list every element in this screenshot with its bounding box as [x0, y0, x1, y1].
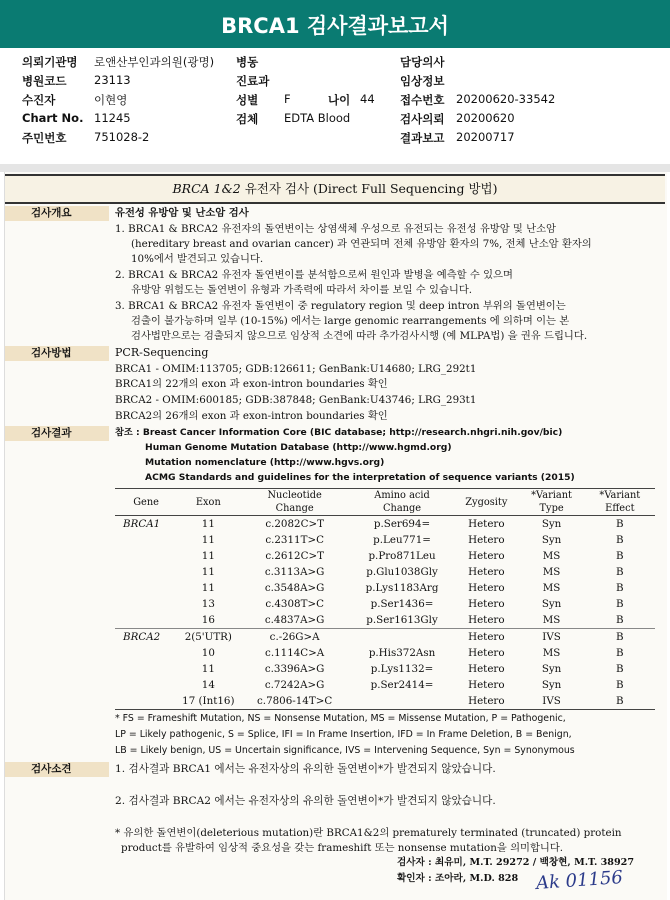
variant-type-cell: MS	[542, 647, 561, 659]
department-label: 진료과	[236, 74, 270, 88]
variant-type-header-line1: *Variant	[531, 490, 572, 501]
exon-cell: 17 (Int16)	[177, 693, 239, 710]
nucleotide-cell: c.3113A>G	[264, 566, 325, 578]
header-row	[22, 111, 662, 129]
report-title-banner: BRCA1 검사결과보고서	[0, 0, 670, 48]
zygosity-cell: Hetero	[468, 598, 505, 610]
gene-cell	[115, 532, 177, 548]
header-row	[22, 92, 662, 110]
amino-acid-cell: p.Pro871Leu	[368, 550, 436, 562]
sex-value: F	[284, 92, 291, 106]
zygosity-cell: Hetero	[454, 629, 518, 646]
table-row	[115, 612, 655, 629]
section-label-opinion: 검사소견	[5, 762, 109, 777]
nucleotide-cell: c.3548A>G	[264, 582, 325, 594]
specimen-label: 검체	[236, 112, 259, 126]
variant-effect-cell: B	[616, 614, 624, 626]
variant-effect-cell: B	[616, 550, 624, 562]
gene-cell	[115, 596, 177, 612]
zygosity-cell: Hetero	[468, 566, 505, 578]
variant-effect-cell: B	[616, 598, 624, 610]
table-row	[115, 548, 655, 564]
amino-acid-cell: p.His372Asn	[368, 647, 436, 659]
reference-line: ACMG Standards and guidelines for the interpretation of sequence variants (2015)	[145, 472, 575, 483]
amino-acid-change-header	[350, 489, 454, 516]
chart-number-label: Chart No.	[22, 111, 84, 125]
overview-line: 10%에서 발견되고 있습니다.	[131, 253, 264, 265]
amino-acid-header-line1: Amino acid	[374, 490, 430, 501]
resident-number-value: 751028-2	[94, 130, 150, 144]
nucleotide-cell: c.4837A>G	[264, 614, 325, 626]
overview-line: 1. BRCA1 & BRCA2 유전자의 돌연변이는 상염색체 우성으로 유전되는 유전성 유방암 및 난소암	[115, 223, 556, 235]
confirmer-line: 확인자 : 조아라, M.D. 828	[397, 873, 519, 884]
exon-cell: 14	[201, 679, 215, 691]
ward-label: 병동	[236, 55, 259, 69]
amino-acid-cell: p.Ser694=	[373, 518, 431, 530]
table-row	[115, 564, 655, 580]
gene-cell	[115, 645, 177, 661]
reference-line: Human Genome Mutation Database (http://www.hgmd.org)	[145, 442, 452, 453]
amino-acid-cell: p.Lys1183Arg	[365, 582, 439, 594]
exon-cell: 16	[201, 614, 215, 626]
chart-number-value: 11245	[94, 111, 131, 125]
variant-type-cell: Syn	[541, 679, 562, 691]
table-row	[115, 693, 655, 710]
reference-line: Mutation nomenclature (http://www.hgvs.org)	[145, 457, 385, 468]
exon-cell: 11	[201, 582, 215, 594]
nucleotide-cell: c.7242A>G	[264, 679, 325, 691]
gene-header: Gene	[115, 489, 177, 516]
handwritten-signature: Ak 01156	[535, 866, 624, 895]
nucleotide-header-line2: Change	[275, 503, 314, 514]
exon-cell: 13	[201, 598, 215, 610]
hospital-code-value: 23113	[94, 73, 131, 87]
exon-cell: 10	[201, 647, 215, 659]
scanned-report	[4, 172, 667, 900]
accession-number-value: 20200620-33542	[456, 92, 556, 106]
zygosity-cell: Hetero	[468, 614, 505, 626]
variant-effect-cell: B	[616, 566, 624, 578]
variant-type-header	[518, 489, 584, 516]
zygosity-cell: Hetero	[468, 534, 505, 546]
test-title-gene: BRCA 1&2	[172, 181, 241, 196]
request-date-label: 검사의뢰	[400, 112, 445, 126]
header-row	[22, 130, 662, 148]
overview-heading: 유전성 유방암 및 난소암 검사	[115, 207, 249, 219]
variant-type-cell: Syn	[541, 598, 562, 610]
header-divider	[0, 164, 670, 172]
nucleotide-header-line1: Nucleotide	[267, 490, 322, 501]
abbreviation-line: * FS = Frameshift Mutation, NS = Nonsense Mutation, MS = Missense Mutation, P = Pathogenic,	[115, 713, 566, 724]
test-title	[5, 174, 665, 204]
referring-institution-value: 로앤산부인과의원(광명)	[94, 55, 215, 69]
gene-cell: BRCA1	[123, 518, 161, 530]
zygosity-header: Zygosity	[454, 489, 518, 516]
reference-line: 참조 : Breast Cancer Information Core (BIC database; http://research.nhgri.nih.gov/bic)	[115, 427, 563, 438]
exon-cell: 11	[201, 550, 215, 562]
table-row	[115, 677, 655, 693]
nucleotide-cell: c.2311T>C	[265, 534, 324, 546]
nucleotide-cell: c.3396A>G	[264, 663, 325, 675]
method-line: BRCA2 - OMIM:600185; GDB:387848; GenBank:U43746; LRG_293t1	[115, 394, 477, 406]
nucleotide-cell: c.4308T>C	[265, 598, 324, 610]
overview-line: 유방암 위험도는 돌연변이 유형과 가족력에 따라서 차이를 보일 수 있습니다.	[131, 284, 473, 296]
method-line: PCR-Sequencing	[115, 346, 209, 359]
footnote-line: product를 유발하여 임상적 중요성을 갖는 frameshift 또는 nonsense mutation을 의미합니다.	[121, 842, 564, 854]
header-row	[22, 73, 662, 91]
referring-institution-label: 의뢰기관명	[22, 55, 78, 69]
overview-line: 3. BRCA1 & BRCA2 유전자 돌연변이 중 regulatory region 및 deep intron 부위의 돌연변이는	[115, 300, 566, 312]
gene-cell: BRCA2	[115, 629, 177, 646]
amino-acid-cell: p.Ser1613Gly	[366, 614, 438, 626]
variant-type-cell: IVS	[518, 629, 584, 646]
variant-effect-cell: B	[585, 629, 655, 646]
examiner-line: 검사자 : 최유미, M.T. 29272 / 백창현, M.T. 38927	[397, 857, 635, 868]
exon-header: Exon	[177, 489, 239, 516]
patient-name-label: 수진자	[22, 93, 56, 107]
zygosity-cell: Hetero	[468, 679, 505, 691]
gene-cell	[115, 580, 177, 596]
resident-number-label: 주민번호	[22, 131, 67, 145]
variant-effect-header-line1: *Variant	[599, 490, 641, 501]
clinical-info-label: 임상정보	[400, 74, 445, 88]
physician-label: 담당의사	[400, 55, 445, 69]
variant-type-cell: IVS	[518, 693, 584, 710]
variant-type-cell: Syn	[541, 663, 562, 675]
patient-name-value: 이현영	[94, 93, 128, 107]
amino-acid-cell: p.Lys1132=	[370, 663, 434, 675]
report-date-label: 결과보고	[400, 131, 445, 145]
variant-type-cell: MS	[542, 550, 561, 562]
table-row	[115, 516, 655, 533]
variant-effect-cell: B	[616, 582, 624, 594]
request-date-value: 20200620	[456, 111, 515, 125]
variant-effect-cell: B	[616, 679, 624, 691]
table-row	[115, 580, 655, 596]
overview-line: 2. BRCA1 & BRCA2 유전자 돌연변이를 분석함으로써 원인과 발병을 예측할 수 있으며	[115, 269, 513, 281]
overview-line: 검출이 불가능하며 일부 (10-15%) 에서는 large genomic rearrangements 에 의하며 이는 본	[131, 315, 570, 327]
method-line: BRCA1 - OMIM:113705; GDB:126611; GenBank:U14680; LRG_292t1	[115, 363, 477, 375]
abbreviation-line: LB = Likely benign, US = Uncertain significance, IVS = Intervening Sequence, Syn = Synonymous	[115, 745, 575, 756]
variant-effect-cell: B	[616, 647, 624, 659]
nucleotide-cell: c.1114C>A	[265, 647, 325, 659]
opinion-line: 1. 검사결과 BRCA1 에서는 유전자상의 유의한 돌연변이*가 발견되지 않았습니다.	[115, 763, 496, 775]
amino-acid-cell: p.Ser1436=	[370, 598, 434, 610]
exon-cell: 11	[201, 566, 215, 578]
overview-line: (hereditary breast and ovarian cancer) 과 연관되며 전체 유방암 환자의 7%, 전체 난소암 환자의	[131, 238, 592, 250]
table-row	[115, 596, 655, 612]
zygosity-cell: Hetero	[468, 647, 505, 659]
variant-effect-cell: B	[616, 663, 624, 675]
variant-effect-header-line2: Effect	[605, 503, 635, 514]
amino-acid-cell: p.Leu771=	[373, 534, 431, 546]
overview-line: 검사법만으로는 검출되지 않으므로 임상적 소견에 따라 추가검사시행 (예 MLPA법) 을 권유 드립니다.	[131, 330, 588, 342]
gene-cell	[115, 564, 177, 580]
table-row	[115, 645, 655, 661]
age-label: 나이	[328, 93, 351, 107]
variant-type-header-line2: Type	[539, 503, 564, 514]
nucleotide-cell: c.2082C>T	[265, 518, 324, 530]
variant-effect-cell: B	[616, 534, 624, 546]
header-row	[22, 54, 662, 72]
table-row	[115, 661, 655, 677]
gene-cell	[115, 677, 177, 693]
report-date-value: 20200717	[456, 130, 515, 144]
accession-number-label: 접수번호	[400, 93, 445, 107]
variant-type-cell: Syn	[541, 518, 562, 530]
exon-cell: 2(5'UTR)	[177, 629, 239, 646]
nucleotide-change-header	[239, 489, 349, 516]
variant-type-cell: MS	[542, 582, 561, 594]
exon-cell: 11	[201, 534, 215, 546]
variant-effect-cell: B	[616, 518, 624, 530]
test-title-text: 유전자 검사 (Direct Full Sequencing 방법)	[244, 181, 498, 196]
amino-acid-cell	[350, 629, 454, 646]
gene-cell	[115, 548, 177, 564]
sex-label: 성별	[236, 93, 259, 107]
zygosity-cell: Hetero	[468, 518, 505, 530]
section-label-overview: 검사개요	[5, 206, 109, 221]
amino-acid-header-line2: Change	[383, 503, 422, 514]
variant-type-cell: MS	[542, 566, 561, 578]
table-row	[115, 629, 655, 646]
gene-cell	[115, 693, 177, 710]
zygosity-cell: Hetero	[468, 550, 505, 562]
exon-cell: 11	[201, 518, 215, 530]
hospital-code-label: 병원코드	[22, 74, 67, 88]
variant-effect-header	[585, 489, 655, 516]
variant-effect-cell: B	[585, 693, 655, 710]
variant-type-cell: MS	[542, 614, 561, 626]
method-line: BRCA1의 22개의 exon 과 exon-intron boundaries 확인	[115, 378, 388, 390]
amino-acid-cell	[350, 693, 454, 710]
section-label-method: 검사방법	[5, 346, 109, 361]
specimen-value: EDTA Blood	[284, 111, 351, 125]
zygosity-cell: Hetero	[468, 663, 505, 675]
nucleotide-cell: c.-26G>A	[239, 629, 349, 646]
method-line: BRCA2의 26개의 exon 과 exon-intron boundaries 확인	[115, 410, 388, 422]
age-value: 44	[360, 92, 375, 106]
abbreviation-line: LP = Likely pathogenic, S = Splice, IFI = In Frame Insertion, IFD = In Frame Deletion, B = Benign,	[115, 729, 572, 740]
variant-type-cell: Syn	[541, 534, 562, 546]
zygosity-cell: Hetero	[468, 582, 505, 594]
footnote-line: * 유의한 돌연변이(deleterious mutation)란 BRCA1&2의 prematurely terminated (truncated) protein	[115, 827, 622, 839]
gene-cell	[115, 612, 177, 629]
nucleotide-cell: c.2612C>T	[265, 550, 324, 562]
exon-cell: 11	[201, 663, 215, 675]
variant-table	[115, 488, 655, 710]
variant-table-header	[115, 489, 655, 516]
section-label-result: 검사결과	[5, 426, 109, 441]
zygosity-cell: Hetero	[454, 693, 518, 710]
amino-acid-cell: p.Ser2414=	[370, 679, 434, 691]
amino-acid-cell: p.Glu1038Gly	[366, 566, 438, 578]
nucleotide-cell: c.7806-14T>C	[239, 693, 349, 710]
gene-cell	[115, 661, 177, 677]
table-row	[115, 532, 655, 548]
opinion-line: 2. 검사결과 BRCA2 에서는 유전자상의 유의한 돌연변이*가 발견되지 않았습니다.	[115, 795, 496, 807]
